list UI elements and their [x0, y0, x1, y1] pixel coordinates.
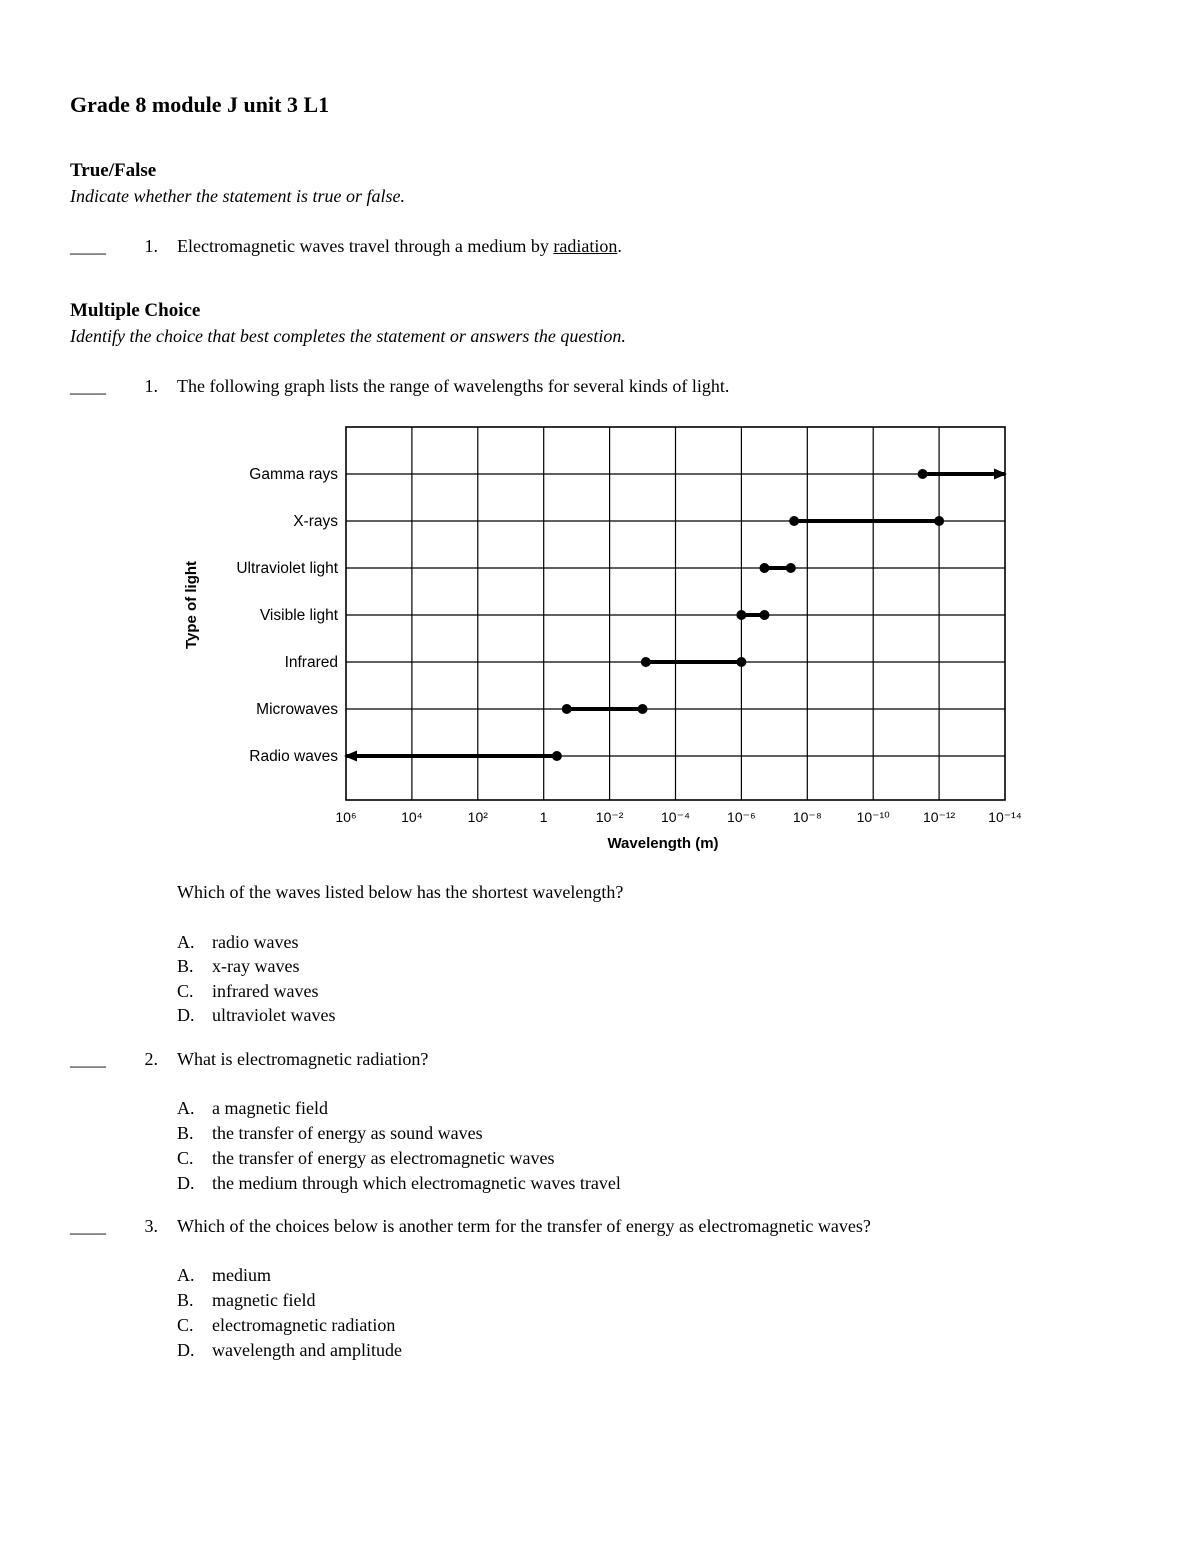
x-tick-label: 10⁻⁶	[727, 809, 756, 825]
choice-c[interactable]	[177, 981, 318, 1002]
choice-text: x-ray waves	[212, 956, 300, 976]
choice-letter: B.	[177, 1123, 194, 1143]
x-tick-label: 10⁻²	[595, 809, 624, 825]
question-number: 2.	[144, 1049, 158, 1069]
choice-c[interactable]	[177, 1315, 395, 1336]
choice-text: wavelength and amplitude	[212, 1340, 402, 1360]
choice-text: the transfer of energy as electromagnetic waves	[212, 1148, 555, 1168]
question-text: What is electromagnetic radiation?	[177, 1049, 429, 1069]
answer-blank[interactable]: ____	[70, 1049, 106, 1069]
question-followup: Which of the waves listed below has the shortest wavelength?	[177, 882, 624, 902]
chart-grid	[346, 427, 1005, 800]
tf-heading: True/False	[70, 160, 157, 181]
choice-d[interactable]	[177, 1173, 621, 1194]
x-tick-label: 10⁻⁴	[661, 809, 690, 825]
series-label: Visible light	[259, 607, 338, 624]
choice-letter: B.	[177, 1290, 194, 1310]
range-end-dot	[736, 657, 746, 667]
choice-a[interactable]	[177, 1265, 271, 1286]
choice-text: ultraviolet waves	[212, 1005, 336, 1025]
choice-b[interactable]	[177, 956, 299, 977]
x-tick-label: 10⁴	[401, 809, 423, 825]
choice-d[interactable]	[177, 1005, 335, 1026]
range-end-dot	[934, 516, 944, 526]
choice-letter: A.	[177, 1265, 195, 1285]
choice-b[interactable]	[177, 1290, 315, 1311]
series-label: Ultraviolet light	[236, 560, 338, 577]
choice-letter: D.	[177, 1005, 195, 1025]
answer-blank[interactable]: ____	[70, 1216, 106, 1236]
choice-letter: D.	[177, 1340, 195, 1360]
range-end-dot	[786, 563, 796, 573]
choice-text: radio waves	[212, 932, 299, 952]
range-start-dot	[641, 657, 651, 667]
range-start-dot	[562, 704, 572, 714]
choice-a[interactable]	[177, 1098, 328, 1119]
choice-text: infrared waves	[212, 981, 319, 1001]
x-axis-label: Wavelength (m)	[607, 835, 719, 852]
question-text: Which of the choices below is another term for the transfer of energy as electromagnetic waves?	[177, 1216, 871, 1236]
choice-b[interactable]	[177, 1123, 483, 1144]
x-tick-label: 10²	[467, 809, 488, 825]
question-text-end: .	[617, 236, 622, 256]
choice-text: electromagnetic radiation	[212, 1315, 396, 1335]
x-tick-label: 10⁶	[335, 809, 357, 825]
choice-text: a magnetic field	[212, 1098, 328, 1118]
question-number: 3.	[144, 1216, 158, 1236]
series-label: X-rays	[293, 513, 338, 530]
x-tick-label: 1	[539, 809, 548, 825]
choice-letter: D.	[177, 1173, 195, 1193]
underlined-term: radiation	[553, 236, 618, 256]
x-tick-label: 10⁻¹²	[922, 809, 956, 825]
range-end-dot	[759, 610, 769, 620]
x-tick-labels	[335, 809, 1021, 825]
question-text	[177, 236, 622, 257]
mc-heading: Multiple Choice	[70, 300, 201, 321]
question-number: 1.	[144, 376, 158, 396]
question-text: The following graph lists the range of wavelengths for several kinds of light.	[177, 376, 730, 396]
series-label: Microwaves	[256, 701, 338, 718]
choice-letter: B.	[177, 956, 194, 976]
choice-d[interactable]	[177, 1340, 402, 1361]
y-axis-label: Type of light	[183, 560, 200, 650]
answer-blank[interactable]: ____	[70, 376, 106, 396]
choice-text: medium	[212, 1265, 271, 1285]
range-start-dot	[918, 469, 928, 479]
choice-text: the medium through which electromagnetic waves travel	[212, 1173, 621, 1193]
choice-letter: C.	[177, 981, 194, 1001]
choice-letter: A.	[177, 1098, 195, 1118]
range-end-dot	[638, 704, 648, 714]
choice-letter: C.	[177, 1315, 194, 1335]
mc-instruction: Identify the choice that best completes the statement or answers the question.	[70, 326, 626, 346]
x-tick-label: 10⁻¹⁴	[988, 809, 1022, 825]
range-start-dot	[789, 516, 799, 526]
x-tick-label: 10⁻¹⁰	[856, 809, 890, 825]
page-title: Grade 8 module J unit 3 L1	[70, 92, 330, 117]
range-start-dot	[552, 751, 562, 761]
choice-letter: C.	[177, 1148, 194, 1168]
series-label: Infrared	[284, 654, 338, 671]
x-tick-label: 10⁻⁸	[792, 809, 822, 825]
question-number: 1.	[144, 236, 158, 256]
choice-letter: A.	[177, 932, 195, 952]
choice-text: magnetic field	[212, 1290, 316, 1310]
series-label: Gamma rays	[249, 466, 338, 483]
question-text-start: Electromagnetic waves travel through a medium by	[177, 236, 554, 256]
choice-c[interactable]	[177, 1148, 555, 1169]
tf-instruction: Indicate whether the statement is true or false.	[70, 186, 405, 206]
range-start-dot	[736, 610, 746, 620]
choice-a[interactable]	[177, 932, 298, 953]
series-label: Radio waves	[249, 748, 338, 765]
answer-blank[interactable]: ____	[70, 236, 106, 256]
range-start-dot	[759, 563, 769, 573]
choice-text: the transfer of energy as sound waves	[212, 1123, 483, 1143]
wavelength-range-chart	[170, 415, 1030, 860]
